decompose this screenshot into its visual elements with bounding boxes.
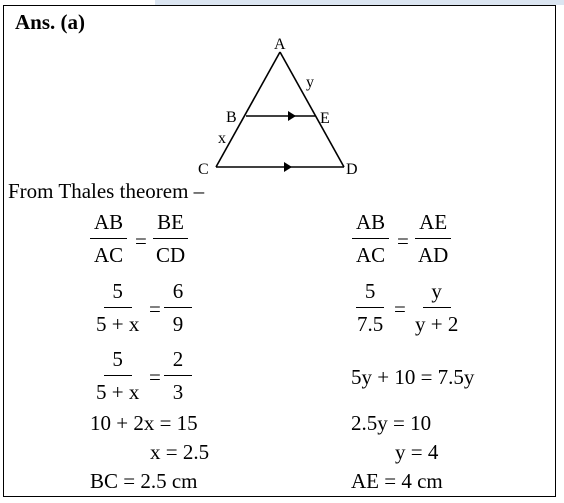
vertex-label-e: E [320, 110, 330, 127]
right-step-3: y = 4 [395, 440, 439, 464]
fraction-6-over-9 [164, 281, 192, 335]
answer-heading: Ans. (a) [15, 10, 86, 34]
numerator: AB [90, 212, 127, 239]
fraction-5-over-5-plus-x [92, 281, 143, 335]
equals-sign: = [149, 365, 161, 389]
fraction-be-cd [152, 212, 189, 266]
fraction-ab-ac-left [90, 212, 127, 266]
left-step-1: 10 + 2x = 15 [90, 411, 198, 435]
fraction-ab-ac-right [352, 212, 389, 266]
numerator: y [423, 281, 451, 308]
equals-sign: = [149, 297, 161, 321]
numerator: 5 [104, 349, 132, 376]
arrow-cd-icon [284, 162, 292, 172]
right-step-2: 2.5y = 10 [351, 411, 432, 435]
left-result: BC = 2.5 cm [90, 469, 198, 493]
right-result: AE = 4 cm [351, 469, 443, 493]
fraction-5-over-5-plus-x-2 [92, 349, 143, 403]
side-ad [280, 52, 344, 167]
label-x: x [218, 130, 226, 147]
equals-sign: = [397, 229, 409, 253]
denominator: 7.5 [357, 312, 384, 336]
numerator: 6 [164, 281, 192, 308]
denominator: CD [156, 243, 186, 267]
fraction-ae-ad [414, 212, 452, 266]
denominator: 5 + x [96, 380, 140, 404]
fraction-5-over-7-5 [353, 281, 387, 335]
intro-text: From Thales theorem – [8, 179, 205, 203]
vertex-label-c: C [198, 161, 209, 178]
denominator: 5 + x [96, 312, 140, 336]
equals-sign: = [394, 297, 406, 321]
denominator: AC [94, 243, 124, 267]
arrow-be-icon [288, 111, 296, 121]
numerator: 5 [356, 281, 384, 308]
denominator: AD [418, 243, 449, 267]
vertex-label-a: A [274, 36, 286, 53]
equals-sign: = [135, 229, 147, 253]
numerator: AB [352, 212, 389, 239]
numerator: BE [153, 212, 188, 239]
fraction-2-over-3 [164, 349, 192, 403]
denominator: 3 [172, 380, 184, 404]
fraction-y-over-y-plus-2 [411, 281, 462, 335]
numerator: AE [415, 212, 451, 239]
numerator: 2 [164, 349, 192, 376]
left-step-2: x = 2.5 [150, 440, 210, 464]
vertex-label-b: B [226, 109, 237, 126]
denominator: AC [356, 243, 386, 267]
denominator: y + 2 [415, 312, 459, 336]
right-step-1: 5y + 10 = 7.5y [351, 365, 475, 389]
numerator: 5 [104, 281, 132, 308]
label-y: y [306, 74, 314, 91]
denominator: 9 [172, 312, 184, 336]
triangle-figure [190, 35, 380, 185]
vertex-label-d: D [346, 161, 358, 178]
